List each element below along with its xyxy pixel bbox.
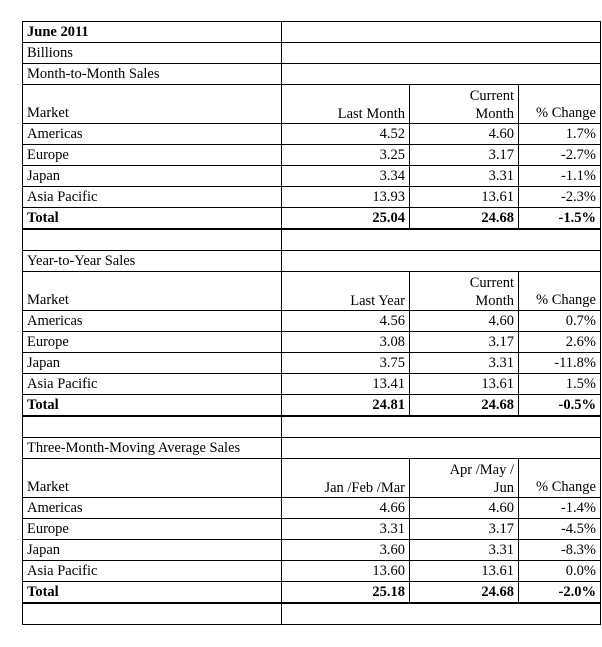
total-label: Total — [23, 208, 282, 230]
table-row — [23, 519, 601, 540]
table-row — [23, 540, 601, 561]
table-row — [23, 166, 601, 187]
previous-value-cell: 3.34 — [282, 166, 410, 187]
previous-value-cell: 13.41 — [282, 374, 410, 395]
total-previous-value: 24.81 — [282, 395, 410, 417]
previous-value-cell: 4.66 — [282, 498, 410, 519]
spacer-cell — [23, 416, 282, 438]
spacer-filler — [282, 416, 601, 438]
previous-value-cell: 4.52 — [282, 124, 410, 145]
spacer-row — [23, 603, 601, 625]
previous-value-cell: 13.93 — [282, 187, 410, 208]
change-cell: 1.7% — [519, 124, 601, 145]
header-market: Market — [23, 459, 282, 498]
header-change: % Change — [519, 459, 601, 498]
market-cell: Asia Pacific — [23, 374, 282, 395]
change-cell: -11.8% — [519, 353, 601, 374]
total-previous-value: 25.18 — [282, 582, 410, 604]
market-cell: Japan — [23, 540, 282, 561]
change-cell: 0.0% — [519, 561, 601, 582]
change-cell: -1.4% — [519, 498, 601, 519]
previous-value-cell: 3.08 — [282, 332, 410, 353]
header-current-line1: Current — [469, 88, 514, 104]
header-change: % Change — [519, 85, 601, 124]
table-row — [23, 145, 601, 166]
spacer-filler — [282, 603, 601, 625]
market-cell: Asia Pacific — [23, 187, 282, 208]
market-cell: Americas — [23, 124, 282, 145]
current-value-cell: 3.31 — [410, 166, 519, 187]
header-previous-period — [282, 85, 410, 124]
market-cell: Europe — [23, 519, 282, 540]
change-cell: -2.7% — [519, 145, 601, 166]
current-value-cell: 3.17 — [410, 145, 519, 166]
current-value-cell: 13.61 — [410, 374, 519, 395]
current-value-cell: 13.61 — [410, 187, 519, 208]
header-previous-line1 — [286, 461, 405, 479]
change-cell: 2.6% — [519, 332, 601, 353]
total-change: -2.0% — [519, 582, 601, 604]
header-current-line2: Month — [475, 293, 514, 309]
total-change: -0.5% — [519, 395, 601, 417]
column-header-row — [23, 272, 601, 311]
total-label: Total — [23, 395, 282, 417]
market-cell: Americas — [23, 311, 282, 332]
header-previous-line2: Last Year — [350, 293, 405, 309]
title-cell — [23, 22, 282, 43]
header-market: Market — [23, 272, 282, 311]
current-value-cell: 3.17 — [410, 519, 519, 540]
header-market: Market — [23, 85, 282, 124]
previous-value-cell: 3.31 — [282, 519, 410, 540]
current-value-cell: 4.60 — [410, 124, 519, 145]
total-change: -1.5% — [519, 208, 601, 230]
table-row — [23, 124, 601, 145]
total-row — [23, 208, 601, 230]
change-cell: -2.3% — [519, 187, 601, 208]
header-previous-period — [282, 272, 410, 311]
table-row — [23, 374, 601, 395]
current-value-cell: 13.61 — [410, 561, 519, 582]
section-title: Year-to-Year Sales — [23, 251, 282, 272]
total-row — [23, 395, 601, 417]
current-value-cell: 3.31 — [410, 540, 519, 561]
section-title-row — [23, 251, 601, 272]
section-title: Month-to-Month Sales — [23, 64, 282, 85]
header-current-line1: Apr /May / — [449, 462, 514, 478]
table-row — [23, 498, 601, 519]
table-row — [23, 561, 601, 582]
table-row — [23, 311, 601, 332]
total-current-value: 24.68 — [410, 208, 519, 230]
report-title: June 2011 — [27, 24, 89, 40]
unit-row — [23, 43, 601, 64]
previous-value-cell: 13.60 — [282, 561, 410, 582]
previous-value-cell: 3.25 — [282, 145, 410, 166]
total-current-value: 24.68 — [410, 395, 519, 417]
current-value-cell: 4.60 — [410, 311, 519, 332]
spacer-filler — [282, 229, 601, 251]
header-current-line2: Jun — [493, 480, 514, 496]
market-cell: Americas — [23, 498, 282, 519]
header-current-line2: Month — [475, 106, 514, 122]
spacer-row — [23, 229, 601, 251]
section-title-filler — [282, 251, 601, 272]
title-row — [23, 22, 601, 43]
market-cell: Europe — [23, 332, 282, 353]
current-value-cell: 3.31 — [410, 353, 519, 374]
header-change: % Change — [519, 272, 601, 311]
header-current-period — [410, 85, 519, 124]
change-cell: 1.5% — [519, 374, 601, 395]
header-previous-line2: Jan /Feb /Mar — [324, 480, 405, 496]
table-row — [23, 332, 601, 353]
header-previous-line1 — [286, 274, 405, 292]
sales-table — [22, 21, 601, 625]
market-cell: Japan — [23, 353, 282, 374]
section-title-row — [23, 64, 601, 85]
change-cell: -1.1% — [519, 166, 601, 187]
table-row — [23, 353, 601, 374]
previous-value-cell: 3.75 — [282, 353, 410, 374]
table-row — [23, 187, 601, 208]
column-header-row — [23, 459, 601, 498]
previous-value-cell: 4.56 — [282, 311, 410, 332]
header-current-period — [410, 272, 519, 311]
header-current-period — [410, 459, 519, 498]
previous-value-cell: 3.60 — [282, 540, 410, 561]
total-label: Total — [23, 582, 282, 604]
current-value-cell: 4.60 — [410, 498, 519, 519]
change-cell: -8.3% — [519, 540, 601, 561]
header-previous-line2: Last Month — [337, 106, 405, 122]
total-row — [23, 582, 601, 604]
unit-label: Billions — [23, 43, 282, 64]
section-title-filler — [282, 438, 601, 459]
spacer-row — [23, 416, 601, 438]
spacer-cell — [23, 229, 282, 251]
header-previous-line1 — [286, 87, 405, 105]
section-title-row — [23, 438, 601, 459]
change-cell: -4.5% — [519, 519, 601, 540]
market-cell: Europe — [23, 145, 282, 166]
market-cell: Asia Pacific — [23, 561, 282, 582]
total-current-value: 24.68 — [410, 582, 519, 604]
spacer-cell — [23, 603, 282, 625]
column-header-row — [23, 85, 601, 124]
section-title: Three-Month-Moving Average Sales — [23, 438, 282, 459]
total-previous-value: 25.04 — [282, 208, 410, 230]
section-title-filler — [282, 64, 601, 85]
current-value-cell: 3.17 — [410, 332, 519, 353]
header-previous-period — [282, 459, 410, 498]
header-current-line1: Current — [469, 275, 514, 291]
change-cell: 0.7% — [519, 311, 601, 332]
market-cell: Japan — [23, 166, 282, 187]
